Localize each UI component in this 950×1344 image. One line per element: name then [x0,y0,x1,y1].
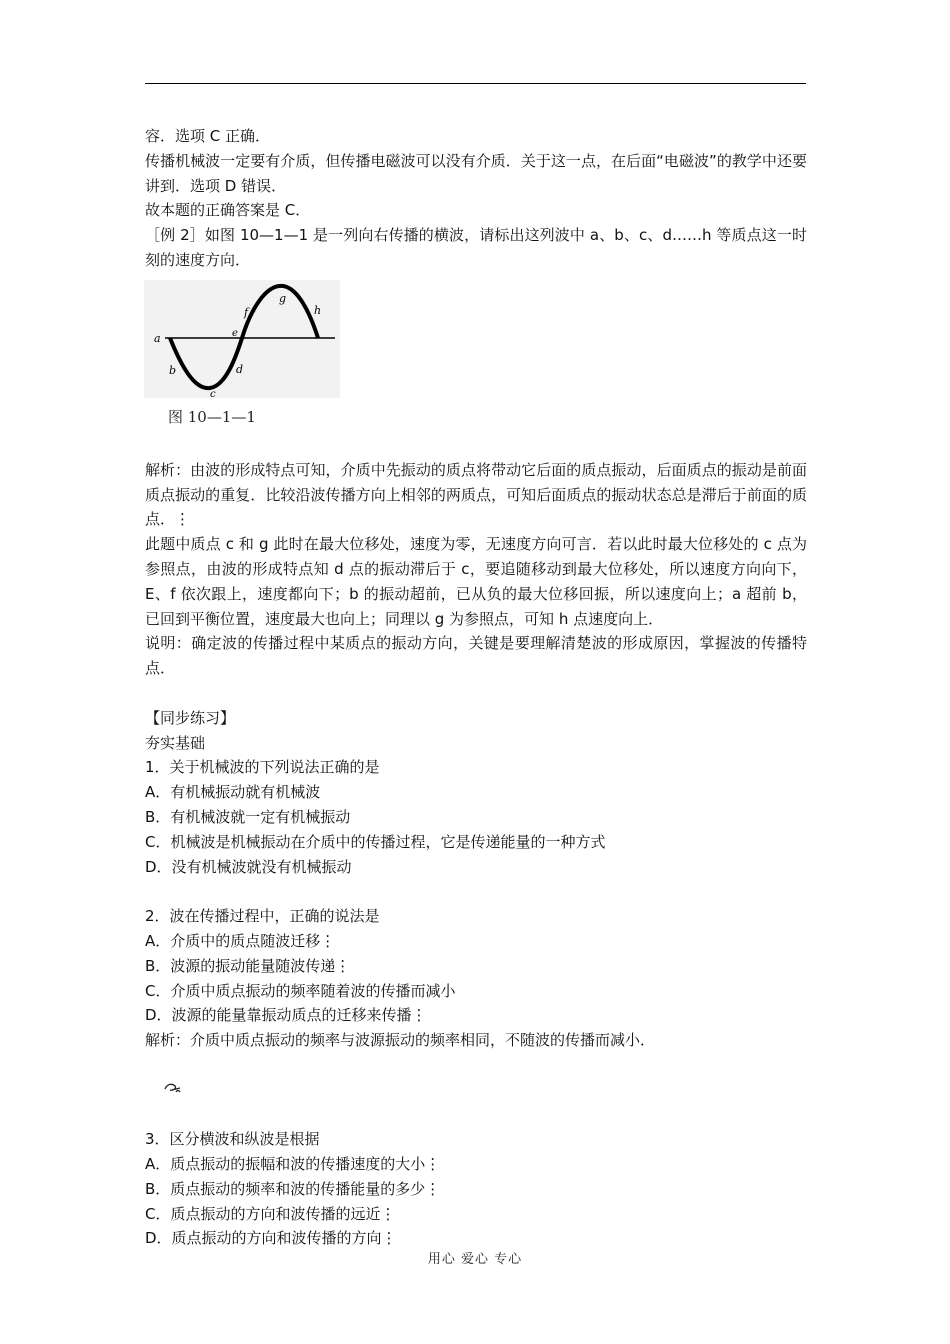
question-analysis: 解析：介质中质点振动的频率与波源振动的频率相同，不随波的传播而减小． [145,1031,656,1050]
answer-option: B．波源的振动能量随波传递⋮ [145,956,351,975]
point-label-g: g [279,291,287,305]
answer-option: C．机械波是机械振动在介质中的传播过程，它是传递能量的一种方式 [145,832,606,851]
answer-option: D．波源的能量靠振动质点的迁移来传播⋮ [145,1006,427,1025]
question-stem: 2．波在传播过程中，正确的说法是 [145,907,380,926]
header-rule [145,83,806,84]
point-label-f: f [244,305,249,319]
figure-caption: 图 10—1—1 [168,407,256,426]
question-stem: 3．区分横波和纵波是根据 [145,1130,320,1149]
point-label-c: c [210,388,216,400]
answer-option: C．质点振动的方向和波传播的远近⋮ [145,1204,396,1223]
question-stem: 1．关于机械波的下列说法正确的是 [145,758,380,777]
analysis-paragraph: 此题中质点 c 和 g 此时在最大位移处，速度为零，无速度方向可言．若以此时最大位移处的 c 点为参照点，由波的形成特点知 d 点的振动滞后于 c，要追随移动到最大位移处，所以速度方向向下，E、f 依次跟上，速度都向下；b 的振动超前，已从负的最大位移回振，所以速度向上；a 超前 b，已回到平衡位置，速度最大也向上；同理以 g 为参照点，可知 h 点速度向上． [145,535,807,628]
page-footer: 用心 爱心 专心 [427,1252,523,1267]
point-label-b: b [169,363,177,377]
scribble-icon [164,1081,182,1095]
answer-option: A．有机械振动就有机械波 [145,783,321,802]
section-subheading: 夯实基础 [145,733,206,752]
answer-option: D．没有机械波就没有机械振动 [145,857,352,876]
answer-option: A．介质中的质点随波迁移⋮ [145,931,336,950]
analysis-paragraph: 解析：由波的形成特点可知，介质中先振动的质点将带动它后面的质点振动，后面质点的振动是前面质点振动的重复．比较沿波传播方向上相邻的两质点，可知后面质点的振动状态总是滞后于前面的质点．⋮ [145,460,807,529]
section-heading: 【同步练习】 [145,708,236,727]
answer-option: D．质点振动的方向和波传播的方向⋮ [145,1229,397,1248]
answer-option: C．介质中质点振动的频率随着波的传播而减小 [145,981,456,1000]
answer-option: A．质点振动的振幅和波的传播速度的大小⋮ [145,1155,441,1174]
point-label-h: h [314,303,322,317]
example-question: ［例 2］如图 10—1—1 是一列向右传播的横波，请标出这列波中 a、b、c、d……h 等质点这一时刻的速度方向． [145,226,807,269]
point-label-d: d [236,362,244,376]
answer-option: B．有机械波就一定有机械振动 [145,807,351,826]
page-content [145,124,807,1251]
answer-option: B．质点振动的频率和波的传播能量的多少⋮ [145,1179,441,1198]
point-label-a: a [154,331,161,345]
glyph-line [145,1053,807,1127]
wave-figure [140,278,340,448]
paragraph: 传播机械波一定要有介质，但传播电磁波可以没有介质．关于这一点，在后面“电磁波”的教学中还要讲到．选项 D 错误． [145,151,807,195]
text-line: 故本题的正确答案是 C． [145,201,311,220]
point-label-e: e [232,327,238,339]
text-line: 容．选项 C 正确． [145,127,271,145]
note-paragraph: 说明：确定波的传播过程中某质点的振动方向，关键是要理解清楚波的形成原因，掌握波的传播特点． [145,634,807,678]
